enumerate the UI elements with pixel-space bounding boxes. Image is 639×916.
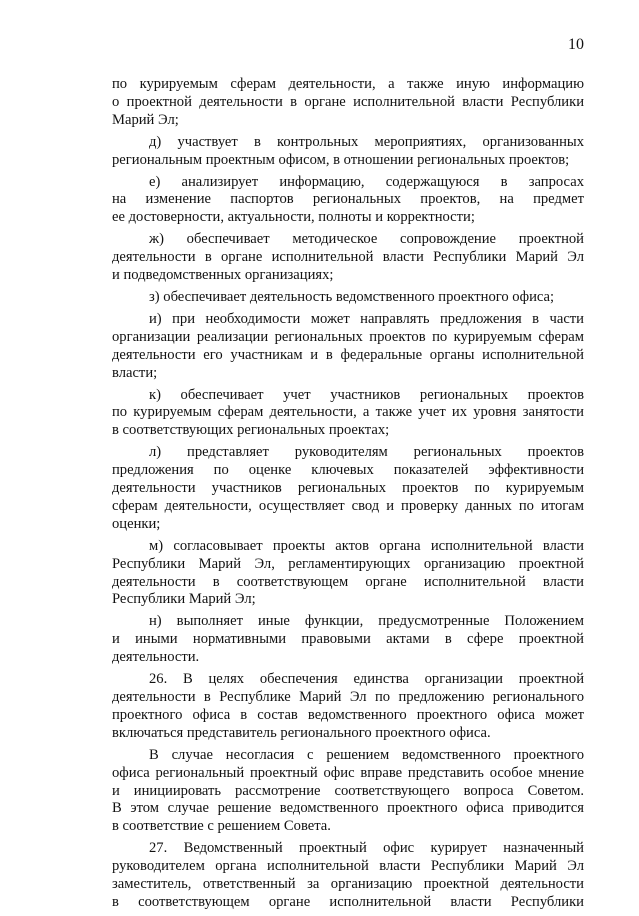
text-line: руководителем органа исполнительной власти Республики Марий Эл <box>112 858 584 875</box>
paragraph-p27 <box>112 840 584 912</box>
text-line: организации реализации региональных проектов по курируемым сферам <box>112 328 584 345</box>
text-line: л) представляет руководителям региональных проектов <box>149 444 584 461</box>
text-line: к) обеспечивает учет участников региональных проектов <box>149 386 584 403</box>
text-line: оценки; <box>112 515 161 532</box>
text-line: о проектной деятельности в органе исполнительной власти Республики <box>112 93 584 110</box>
text-line: ее достоверности, актуальности, полноты и корректности; <box>112 209 475 226</box>
text-line: н) выполняет иные функции, предусмотренные Положением <box>149 613 584 630</box>
text-line: офиса региональный проектный офис вправе представить особое мнение <box>112 764 584 781</box>
text-line: Марий Эл; <box>112 111 179 128</box>
text-line: и подведомственных организациях; <box>112 267 334 284</box>
text-line: 27. Ведомственный проектный офис курирует назначенный <box>149 840 584 857</box>
paragraph-i <box>112 311 584 383</box>
document-body <box>112 76 584 916</box>
text-line: сферам деятельности, осуществляет свод и проверку данных по итогам <box>112 497 584 514</box>
text-line: деятельности в Республике Марий Эл по предложению регионального <box>112 689 584 705</box>
paragraph-m <box>112 538 584 610</box>
text-line: предложения по оценке ключевых показателей эффективности <box>112 462 584 479</box>
text-line: Республики Марий Эл, регламентирующих организацию проектной <box>112 555 584 572</box>
text-line: деятельности. <box>112 649 200 666</box>
text-line: 26. В целях обеспечения единства организации проектной <box>149 671 584 688</box>
text-line: деятельности участников региональных проектов по курируемым <box>112 480 584 497</box>
paragraph-z <box>112 289 584 307</box>
text-line: заместитель, ответственный за организацию проектной деятельности <box>112 876 584 893</box>
text-line: деятельности в соответствующем органе исполнительной власти <box>112 573 584 590</box>
text-line: и инициировать рассмотрение соответствующего вопроса Советом. <box>112 782 584 799</box>
text-line: и) при необходимости может направлять предложения в части <box>149 310 584 327</box>
text-line: в соответствие с решением Совета. <box>112 818 331 835</box>
text-line: проектного офиса в состав ведомственного проектного офиса может <box>112 706 584 723</box>
paragraph-k <box>112 387 584 441</box>
paragraph-p26b <box>112 747 584 837</box>
paragraph-zh <box>112 231 584 285</box>
text-line: и иными нормативными правовыми актами в сфере проектной <box>112 631 584 648</box>
paragraph-n <box>112 613 584 667</box>
paragraph-l <box>112 444 584 534</box>
text-line: д) участвует в контрольных мероприятиях, организованных <box>149 133 584 150</box>
page-number: 10 <box>568 36 584 53</box>
text-line: з) обеспечивает деятельность ведомственного проектного офиса; <box>149 288 555 305</box>
text-line: В случае несогласия с решением ведомственного проектного <box>149 746 584 763</box>
paragraph-p26 <box>112 671 584 743</box>
text-line: деятельности его участникам и в федеральные органы исполнительной <box>112 346 584 363</box>
text-line: деятельности в органе исполнительной власти Республики Марий Эл <box>112 249 584 266</box>
text-line: в соответствующих региональных проектах; <box>112 422 390 439</box>
text-line: Республики Марий Эл; <box>112 591 256 608</box>
paragraph-d <box>112 134 584 170</box>
text-line: е) анализирует информацию, содержащуюся в запросах <box>149 173 584 190</box>
text-line: в соответствующем органе исполнительной власти Республики <box>112 893 584 910</box>
paragraph-intro <box>112 76 584 130</box>
text-line: по курируемым сферам деятельности, а также иную информацию <box>112 76 584 92</box>
paragraph-e <box>112 174 584 228</box>
text-line: м) согласовывает проекты актов органа исполнительной власти <box>149 537 584 554</box>
text-line: включаться представитель регионального проектного офиса. <box>112 724 491 741</box>
text-line: на изменение паспортов региональных проектов, на предмет <box>112 191 584 208</box>
text-line: власти; <box>112 364 158 381</box>
text-line: по курируемым сферам деятельности, а также учет их уровня занятости <box>112 404 584 421</box>
text-line: ж) обеспечивает методическое сопровождение проектной <box>149 231 584 248</box>
text-line: региональным проектным офисом, в отношении региональных проектов; <box>112 151 570 168</box>
text-line: В этом случае решение ведомственного проектного офиса приводится <box>112 800 584 817</box>
